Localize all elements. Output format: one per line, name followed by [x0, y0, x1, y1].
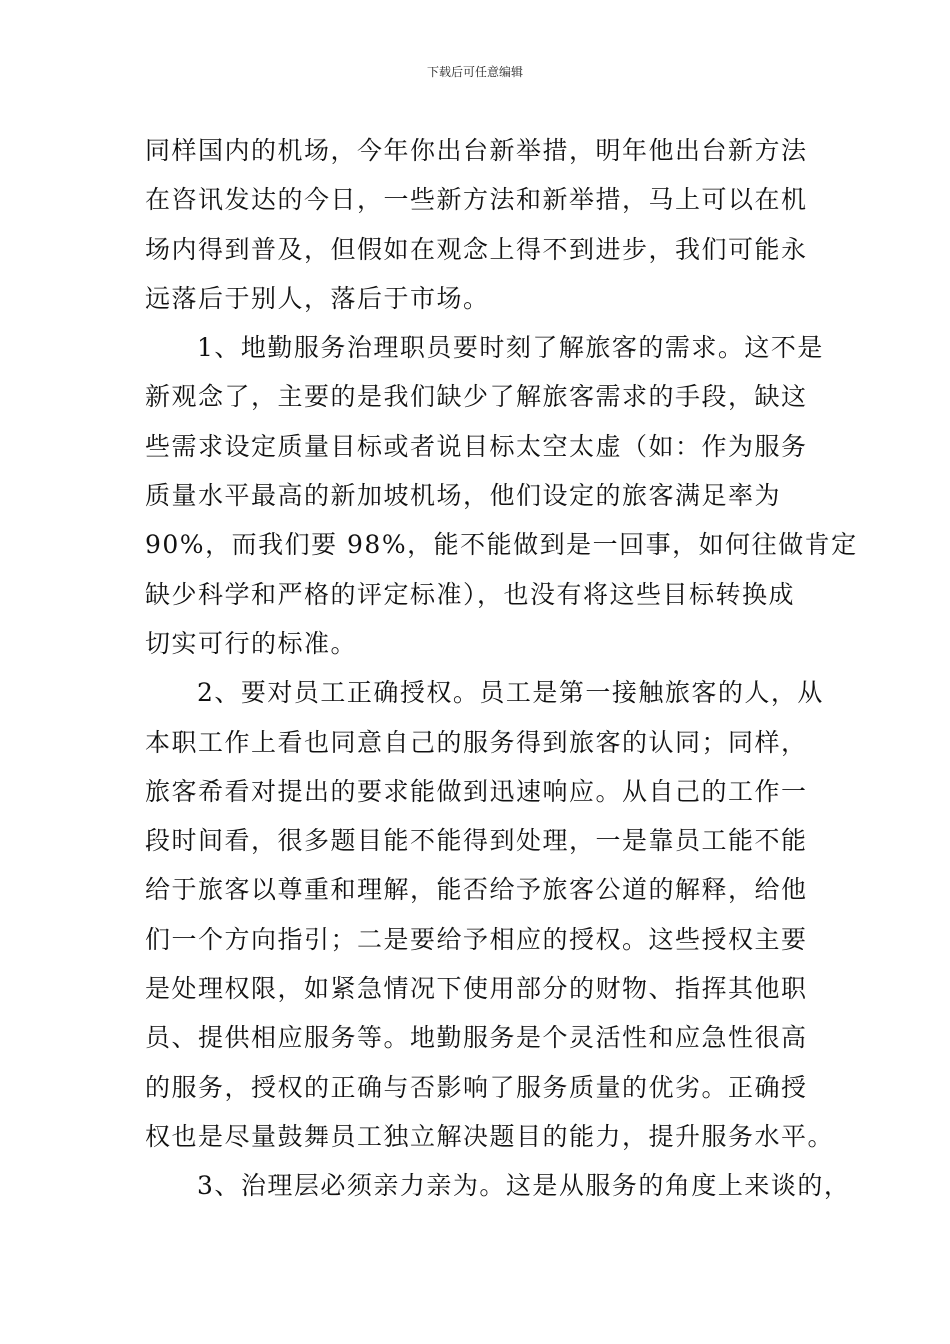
text-line: 段时间看，很多题目能不能得到处理，一是靠员工能不能 — [145, 826, 808, 856]
text-line: 本职工作上看也同意自己的服务得到旅客的认同；同样， — [145, 727, 808, 757]
text-line: 远落后于别人，落后于市场。 — [145, 283, 490, 313]
text-line: 给于旅客以尊重和理解，能否给予旅客公道的解释，给他 — [145, 875, 808, 905]
text-line: 的服务，授权的正确与否影响了服务质量的优劣。正确授 — [145, 1072, 808, 1102]
text-line: 质量水平最高的新加坡机场，他们设定的旅客满足率为 — [145, 481, 782, 511]
text-line: 旅客希看对提出的要求能做到迅速响应。从自己的工作一 — [145, 776, 808, 806]
text-line: 在咨讯发达的今日，一些新方法和新举措，马上可以在机 — [145, 185, 808, 215]
text-line: 新观念了，主要的是我们缺少了解旅客需求的手段，缺这 — [145, 382, 808, 412]
text-line: 是处理权限，如紧急情况下使用部分的财物、指挥其他职 — [145, 974, 808, 1004]
page-header: 下载后可任意编辑 — [426, 65, 523, 79]
text-line: 些需求设定质量目标或者说目标太空太虚（如：作为服务 — [145, 431, 808, 461]
document-body — [145, 126, 858, 1211]
text-line: 们一个方向指引；二是要给予相应的授权。这些授权主要 — [145, 924, 808, 954]
text-line: 场内得到普及，但假如在观念上得不到进步，我们可能永 — [145, 234, 808, 264]
text-line: 2、要对员工正确授权。员工是第一接触旅客的人，从 — [197, 678, 824, 708]
text-line: 同样国内的机场，今年你出台新举措，明年他出台新方法 — [145, 136, 808, 165]
text-line: 权也是尽量鼓舞员工独立解决题目的能力，提升服务水平。 — [145, 1121, 835, 1151]
text-line: 切实可行的标准。 — [145, 628, 358, 658]
text-line: 员、提供相应服务等。地勤服务是个灵活性和应急性很高 — [145, 1023, 808, 1053]
text-line: 90%，而我们要 98%，能不能做到是一回事，如何往做肯定 — [145, 530, 858, 560]
text-line: 缺少科学和严格的评定标准），也没有将这些目标转换成 — [145, 579, 796, 609]
text-line: 3、治理层必须亲力亲为。这是从服务的角度上来谈的， — [197, 1171, 851, 1201]
text-line: 1、地勤服务治理职员要时刻了解旅客的需求。这不是 — [197, 333, 824, 363]
